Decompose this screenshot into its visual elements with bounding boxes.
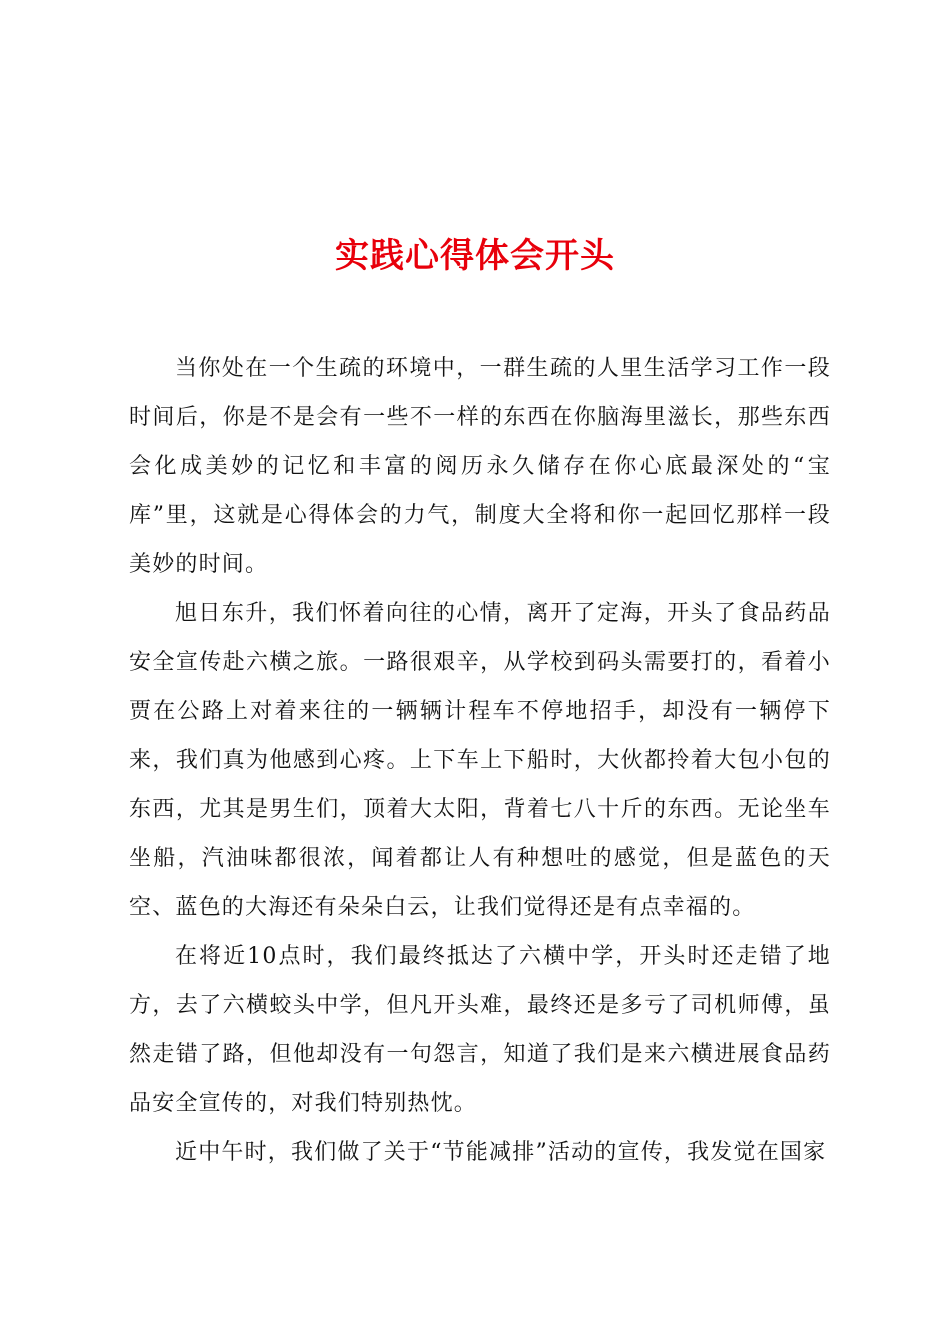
document-body — [129, 344, 831, 1177]
paragraph-3: 在将近10点时，我们最终抵达了六横中学，开头时还走错了地方，去了六横蛟头中学，但凡开头难，最终还是多亏了司机师傅，虽然走错了路，但他却没有一句怨言，知道了我们是来六横进展食品药品安全宣传的，对我们特别热忱。 — [129, 944, 831, 1116]
document-title: 实践心得体会开头 — [335, 235, 615, 276]
paragraph-4: 近中午时，我们做了关于“节能减排”活动的宣传，我发觉在国家 — [175, 1140, 827, 1165]
paragraph-1: 当你处在一个生疏的环境中，一群生疏的人里生活学习工作一段时间后，你是不是会有一些不一样的东西在你脑海里滋长，那些东西会化成美妙的记忆和丰富的阅历永久储存在你心底最深处的“宝库”里，这就是心得体会的力气，制度大全将和你一起回忆那样一段美妙的时间。 — [129, 356, 831, 577]
paragraph-2: 旭日东升，我们怀着向往的心情，离开了定海，开头了食品药品安全宣传赴六横之旅。一路很艰辛，从学校到码头需要打的，看着小贾在公路上对着来往的一辆辆计程车不停地招手，却没有一辆停下来，我们真为他感到心疼。上下车上下船时，大伙都拎着大包小包的东西，尤其是男生们，顶着大太阳，背着七八十斤的东西。无论坐车坐船，汽油味都很浓，闻着都让人有种想吐的感觉，但是蓝色的天空、蓝色的大海还有朵朵白云，让我们觉得还是有点幸福的。 — [129, 601, 831, 920]
